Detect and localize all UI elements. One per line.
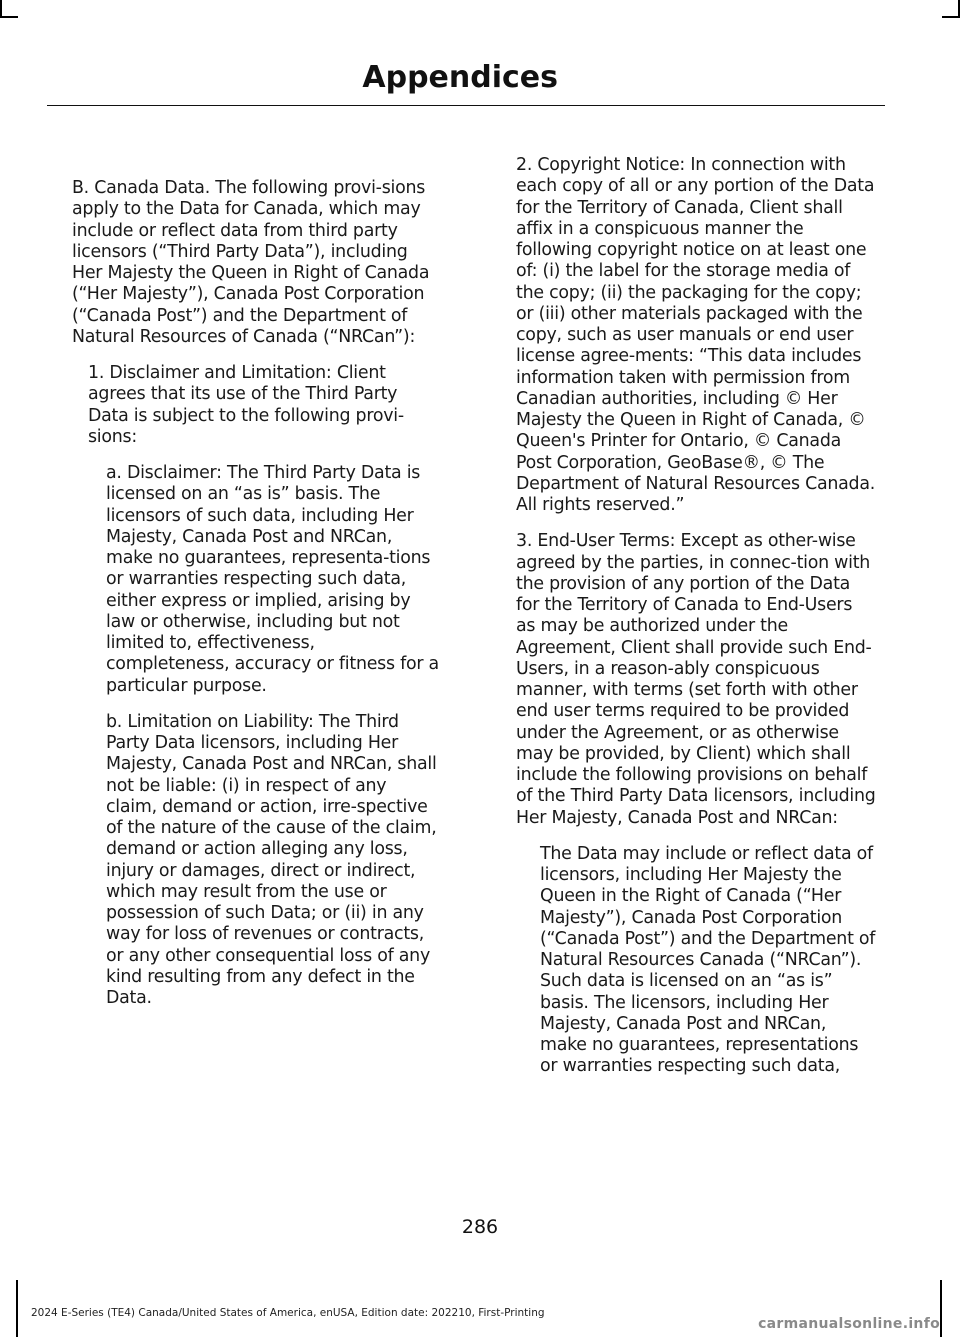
- disclaimer-and-limitation: 1. Disclaimer and Limitation: Client agrees that its use of the Third Party Data is subject to the following provi-sions:: [88, 363, 404, 447]
- limitation-on-liability-paragraph: b. Limitation on Liability: The Third Party Data licensors, including Her Majesty, Canada Post and NRCan, shall not be liable: (i) in respect of any claim, demand or action, irre-spective of the nature of the cause of the claim, demand or action alleging any loss, injury or damages, direct or indirect, which may result from the use or possession of such Data; or (ii) in any way for loss of revenues or contracts, or any other consequential loss of any kind resulting from any defect in the Data.: [106, 711, 437, 1008]
- disclaimer-paragraph: a. Disclaimer: The Third Party Data is licensed on an “as is” basis. The licensors of such data, including Her Majesty, Canada Post and NRCan, make no guarantees, representa-tions or warranties respecting such data, either express or implied, arising by law or otherwise, including but not limited to, effectiveness, completeness, accuracy or fitness for a particular purpose.: [106, 463, 439, 696]
- crop-mark-bottom-left: [16, 1280, 18, 1337]
- crop-mark-bottom-right: [940, 1280, 942, 1337]
- page-title: Appendices: [362, 60, 558, 95]
- watermark: carmanualsonline.info: [758, 1316, 940, 1332]
- licensors-quote-paragraph: The Data may include or reflect data of licensors, including Her Majesty the Queen in the Right of Canada (“Her Majesty”), Canada Post Corporation (“Canada Post”) and the Department of Natural Resources Canada (“NRCan”). Such data is licensed on an “as is” basis. The licensors, including Her Majesty, Canada Post and NRCan, make no guarantees, representations or warranties respecting such data,: [540, 843, 876, 1077]
- copyright-notice-paragraph: 2. Copyright Notice: In connection with each copy of all or any portion of the Data for the Territory of Canada, Client shall affix in a conspicuous manner the following copyright notice on at least one of: (i) the label for the storage media of the copy; (ii) the packaging for the copy; or (iii) other materials packaged with the copy, such as user manuals or end user license agree-ments: “This data includes information taken with permission from Canadian authorities, including © Her Majesty the Queen in Right of Canada, © Queen's Printer for Ontario, © Canada Post Corporation, GeoBase®, © The Department of Natural Resources Canada. All rights reserved.”: [516, 155, 876, 515]
- right-column: [516, 155, 876, 1093]
- canada-data-intro: B. Canada Data. The following provi-sions apply to the Data for Canada, which may include or reflect data from third party licensors (“Third Party Data”), including Her Majesty the Queen in Right of Canada (“Her Majesty”), Canada Post Corporation (“Canada Post”) and the Department of Natural Resources of Canada (“NRCan”):: [72, 178, 430, 347]
- left-column: [72, 178, 442, 1024]
- crop-mark-top-right-h: [942, 16, 960, 18]
- end-user-terms-paragraph: 3. End-User Terms: Except as other-wise agreed by the parties, in connec-tion with the provision of any portion of the Data for the Territory of Canada to End-Users as may be authorized under the Agreement, Client shall provide such End-Users, in a reason-ably conspicuous manner, with terms (set forth with other end user terms required to be provided under the Agreement, or as otherwise may be provided, by Client) which shall include the following provisions on behalf of the Third Party Data licensors, including Her Majesty, Canada Post and NRCan:: [516, 531, 876, 828]
- page-number: 286: [461, 1216, 499, 1238]
- header-divider: [47, 105, 885, 106]
- edition-footer: 2024 E-Series (TE4) Canada/United States of America, enUSA, Edition date: 202210, First-Printing: [31, 1307, 545, 1319]
- crop-mark-top-left-h: [0, 16, 18, 18]
